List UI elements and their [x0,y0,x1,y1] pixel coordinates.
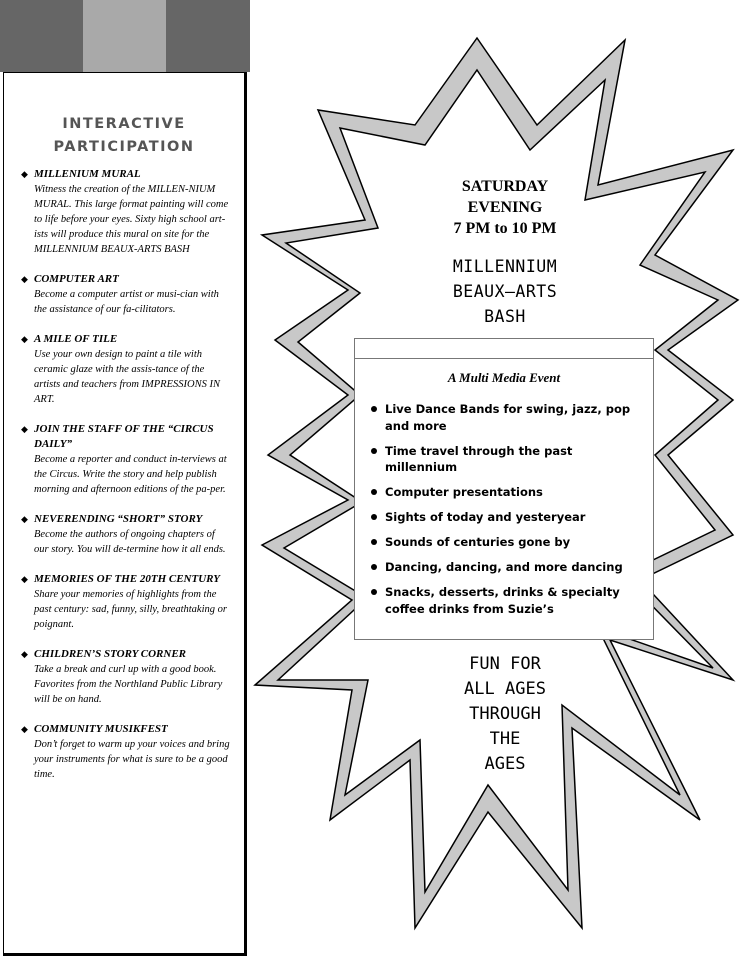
activity-item [22,512,232,557]
activity-item [22,332,232,407]
activity-heading: NEVERENDING “SHORT” STORY [34,513,203,525]
event-feature-item: Sounds of centuries gone by [369,534,643,551]
activity-description: Use your own design to paint a tile with ceramic glaze with the assis-tance of the artists and teachers from IMPRESSIONS IN ART. [34,349,220,405]
activity-description: Become a reporter and conduct in-terviews at the Circus. Write the story and help publish morning and afternoon editions of the pa-per. [34,454,227,495]
header-color-bar [0,0,250,72]
bar-block-dark-left [0,0,83,72]
bar-block-dark-right [166,0,250,72]
when-line: SATURDAY [461,178,549,195]
activity-heading: COMMUNITY MUSIKFEST [34,723,168,735]
activity-item [22,722,232,782]
activity-description: Take a break and curl up with a good book. Favorites from the Northland Public Library will be on hand. [34,664,223,705]
activity-list [4,167,244,782]
event-name-line: MILLENNIUM [452,257,558,276]
event-feature-item: Time travel through the past millennium [369,443,643,476]
tagline-line: AGES [484,754,526,774]
event-feature-item: Live Dance Bands for swing, jazz, pop and more [369,401,643,434]
activity-item [22,272,232,317]
diamond-bullet-icon: ◆ [21,334,28,344]
activity-item [22,167,232,257]
tagline [400,652,610,777]
sidebar-title [4,113,244,159]
tagline-line: THE [489,729,521,749]
box-divider [355,358,653,359]
event-feature-item: Dancing, dancing, and more dancing [369,559,643,576]
activity-heading: MEMORIES OF THE 20TH CENTURY [34,573,221,585]
sidebar-panel [3,72,247,956]
diamond-bullet-icon: ◆ [21,724,28,734]
activity-heading: COMPUTER ART [34,273,119,285]
event-feature-item: Snacks, desserts, drinks & specialty coffee drinks from Suzie’s [369,584,643,617]
event-feature-list [369,401,643,626]
event-name-line: BASH [484,307,526,326]
when-line: EVENING [467,199,543,216]
event-subtitle: A Multi Media Event [447,370,561,385]
event-details-box [354,338,654,640]
sidebar-title-line1: INTERACTIVE [62,116,186,132]
activity-description: Share your memories of highlights from the past century: sad, funny, silly, breathtaking or poignant. [34,589,227,630]
activity-description: Don’t forget to warm up your voices and bring your instruments for what is sure to be a good time. [34,739,230,780]
event-feature-item: Computer presentations [369,484,643,501]
event-feature-item: Sights of today and yesteryear [369,509,643,526]
activity-item [22,647,232,707]
diamond-bullet-icon: ◆ [21,649,28,659]
event-time [400,176,610,239]
activity-description: Witness the creation of the MILLEN-NIUM MURAL. This large format painting will come to life before your eyes. Sixty high school art-ists will produce this mural on site for the MILLENNIUM BEAUX-ARTS BASH [34,184,229,255]
tagline-line: THROUGH [469,704,541,724]
sidebar-title-line2: PARTICIPATION [53,139,195,155]
activity-description: Become the authors of ongoing chapters of our story. You will de-termine how it all ends. [34,529,226,555]
activity-heading: CHILDREN’S STORY CORNER [34,648,187,660]
bar-block-light [83,0,166,72]
when-line: 7 PM to 10 PM [453,220,557,237]
tagline-line: ALL AGES [464,679,546,699]
activity-heading: MILLENIUM MURAL [34,168,141,180]
diamond-bullet-icon: ◆ [21,169,28,179]
activity-heading: JOIN THE STAFF OF THE “CIRCUS DAILY” [34,423,214,450]
activity-heading: A MILE OF TILE [34,333,118,345]
event-name [400,254,610,329]
diamond-bullet-icon: ◆ [21,574,28,584]
activity-item [22,422,232,497]
diamond-bullet-icon: ◆ [21,424,28,434]
diamond-bullet-icon: ◆ [21,274,28,284]
tagline-line: FUN FOR [469,654,541,674]
activity-description: Become a computer artist or musi-cian with the assistance of our fa-cilitators. [34,289,219,315]
diamond-bullet-icon: ◆ [21,514,28,524]
activity-item [22,572,232,632]
event-name-line: BEAUX—ARTS [452,282,558,301]
